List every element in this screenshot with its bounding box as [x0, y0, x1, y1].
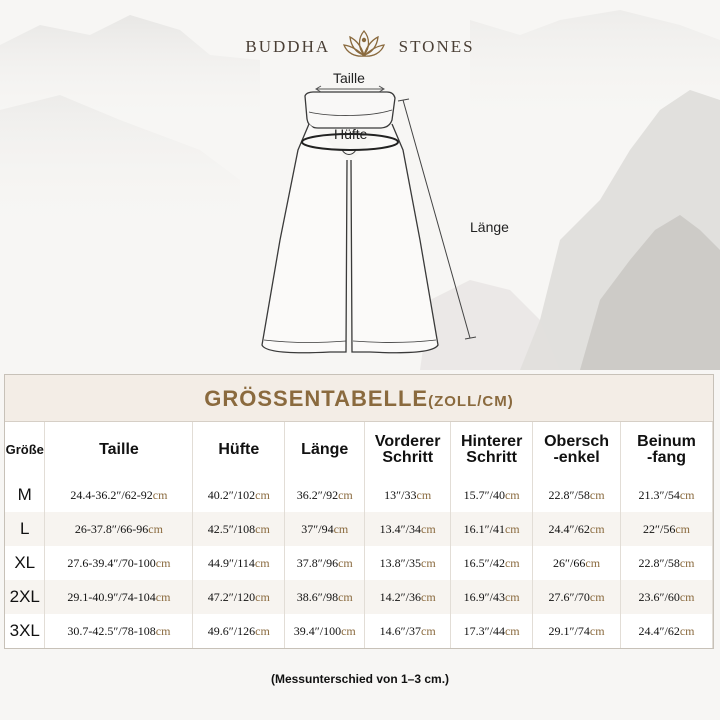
size-cell: M	[5, 478, 45, 512]
measure-cell	[365, 546, 451, 580]
column-header-text: Schritt	[466, 449, 517, 466]
measure-value: 16.5″/42	[463, 555, 505, 570]
measure-value: 40.2″/102	[207, 487, 256, 502]
measure-cell	[365, 580, 451, 614]
measure-value: 30.7-42.5″/78-108	[67, 623, 156, 638]
measure-value: 37″/94	[301, 521, 334, 536]
measure-value: 42.5″/108	[207, 521, 256, 536]
measure-unit: cm	[504, 623, 520, 638]
measure-cell	[285, 478, 365, 512]
size-cell: 2XL	[5, 580, 45, 614]
measure-value: 15.7″/40	[463, 487, 505, 502]
measure-cell	[533, 614, 621, 648]
measure-unit: cm	[679, 589, 695, 604]
measure-cell	[621, 546, 713, 580]
column-header	[365, 422, 451, 478]
measure-unit: cm	[338, 589, 353, 604]
measure-unit: cm	[155, 623, 171, 638]
measure-cell	[533, 580, 621, 614]
column-header	[193, 422, 285, 478]
measure-value: 36.2″/92	[296, 487, 339, 502]
measure-value: 24.4″/62	[638, 623, 680, 638]
measure-value: 39.4″/100	[293, 623, 342, 638]
column-header-text: Hinterer	[460, 433, 523, 450]
measure-cell	[193, 614, 285, 648]
measure-unit: cm	[254, 555, 270, 570]
measure-unit: cm	[679, 555, 695, 570]
brand-right-text: STONES	[398, 36, 475, 56]
measure-cell	[45, 546, 193, 580]
measure-unit: cm	[421, 589, 436, 604]
measure-cell	[533, 512, 621, 546]
measure-value: 24.4-36.2″/62-92	[70, 487, 153, 502]
measure-cell	[285, 512, 365, 546]
measure-unit: cm	[255, 589, 270, 604]
measure-value: 27.6″/70	[548, 589, 590, 604]
column-header	[45, 422, 193, 478]
measure-value: 26-37.8″/66-96	[74, 521, 149, 536]
measure-cell	[451, 478, 533, 512]
column-header	[621, 422, 713, 478]
measure-value: 16.1″/41	[463, 521, 505, 536]
table-body	[5, 478, 713, 648]
measure-cell	[365, 512, 451, 546]
table-row	[5, 580, 713, 614]
measure-cell	[45, 512, 193, 546]
measure-cell	[621, 580, 713, 614]
column-header-text: Länge	[301, 441, 349, 458]
measure-unit: cm	[504, 487, 520, 502]
brand-left-text: BUDDHA	[245, 36, 331, 56]
measure-cell	[45, 614, 193, 648]
measure-value: 22″/56	[643, 521, 676, 536]
measure-cell	[451, 580, 533, 614]
measure-value: 29.1″/74	[548, 623, 590, 638]
measure-value: 37.8″/96	[296, 555, 339, 570]
measure-unit: cm	[679, 487, 695, 502]
measure-value: 24.4″/62	[548, 521, 590, 536]
table-header-row	[5, 422, 713, 478]
measure-cell	[193, 478, 285, 512]
size-cell: 3XL	[5, 614, 45, 648]
measure-value: 13.8″/35	[379, 555, 422, 570]
measure-value: 27.6-39.4″/70-100	[67, 555, 156, 570]
measure-value: 17.3″/44	[463, 623, 505, 638]
measure-value: 44.9″/114	[208, 555, 255, 570]
measure-unit: cm	[589, 589, 605, 604]
measure-value: 38.6″/98	[296, 589, 339, 604]
measure-value: 22.8″/58	[548, 487, 590, 502]
waist-label: Taille	[333, 70, 365, 86]
measure-unit: cm	[155, 589, 171, 604]
measure-cell	[365, 478, 451, 512]
column-header	[533, 422, 621, 478]
measure-unit: cm	[341, 623, 356, 638]
measurement-note: (Messunterschied von 1–3 cm.)	[270, 672, 450, 686]
measure-value: 13″/33	[384, 487, 417, 502]
measure-cell	[621, 512, 713, 546]
measure-cell	[621, 614, 713, 648]
measure-cell	[285, 546, 365, 580]
hip-label: Hüfte	[334, 126, 368, 142]
column-header-text: Vorderer	[374, 433, 441, 450]
table-row	[5, 512, 713, 546]
measure-cell	[285, 614, 365, 648]
measure-unit: cm	[255, 521, 270, 536]
measure-unit: cm	[589, 487, 605, 502]
measure-unit: cm	[675, 521, 691, 536]
column-header-text: -fang	[646, 449, 687, 466]
measure-cell	[621, 478, 713, 512]
size-cell: L	[5, 512, 45, 546]
column-header-text: Hüfte	[218, 441, 260, 458]
measure-unit: cm	[333, 521, 349, 536]
measure-cell	[193, 546, 285, 580]
column-header	[5, 422, 45, 478]
column-header-text: Größe	[5, 442, 44, 457]
measure-unit: cm	[589, 623, 605, 638]
measure-value: 49.6″/126	[207, 623, 256, 638]
measure-unit: cm	[152, 487, 168, 502]
measure-value: 14.6″/37	[379, 623, 422, 638]
measure-cell	[193, 512, 285, 546]
measure-unit: cm	[585, 555, 601, 570]
measure-value: 16.9″/43	[463, 589, 505, 604]
column-header	[285, 422, 365, 478]
measure-unit: cm	[338, 487, 353, 502]
measure-unit: cm	[148, 521, 163, 536]
table-row	[5, 614, 713, 648]
length-label: Länge	[470, 219, 509, 235]
measure-value: 26″/66	[553, 555, 586, 570]
measure-cell	[193, 580, 285, 614]
measure-unit: cm	[338, 555, 353, 570]
column-header-text: Beinum	[637, 433, 696, 450]
measure-value: 29.1-40.9″/74-104	[67, 589, 156, 604]
size-table	[4, 374, 714, 649]
measure-unit: cm	[504, 589, 520, 604]
measure-cell	[451, 546, 533, 580]
measure-cell	[45, 478, 193, 512]
measure-value: 21.3″/54	[638, 487, 680, 502]
measure-unit: cm	[255, 487, 270, 502]
measure-cell	[451, 512, 533, 546]
measure-unit: cm	[421, 555, 436, 570]
measure-cell	[533, 546, 621, 580]
measure-value: 22.8″/58	[638, 555, 680, 570]
measure-cell	[285, 580, 365, 614]
measure-cell	[533, 478, 621, 512]
table-title	[5, 375, 713, 422]
measure-unit: cm	[155, 555, 171, 570]
measure-cell	[45, 580, 193, 614]
size-cell: XL	[5, 546, 45, 580]
measure-unit: cm	[679, 623, 695, 638]
measure-unit: cm	[421, 623, 436, 638]
table-unit-text: (ZOLL/CM)	[428, 393, 514, 410]
table-row	[5, 546, 713, 580]
measure-unit: cm	[504, 521, 520, 536]
column-header-text: Taille	[99, 441, 139, 458]
measure-value: 47.2″/120	[207, 589, 256, 604]
table-title-text: GRÖSSENTABELLE	[204, 386, 429, 411]
column-header-text: -enkel	[553, 449, 600, 466]
measure-unit: cm	[421, 521, 436, 536]
table-row	[5, 478, 713, 512]
measure-unit: cm	[255, 623, 270, 638]
measure-unit: cm	[416, 487, 432, 502]
column-header-text: Obersch	[544, 433, 610, 450]
size-grid	[5, 422, 713, 648]
measure-cell	[365, 614, 451, 648]
measure-value: 23.6″/60	[638, 589, 680, 604]
measure-unit: cm	[589, 521, 605, 536]
column-header-text: Schritt	[382, 449, 434, 466]
measure-cell	[451, 614, 533, 648]
measure-value: 14.2″/36	[379, 589, 422, 604]
measure-unit: cm	[504, 555, 520, 570]
column-header	[451, 422, 533, 478]
measure-value: 13.4″/34	[379, 521, 422, 536]
